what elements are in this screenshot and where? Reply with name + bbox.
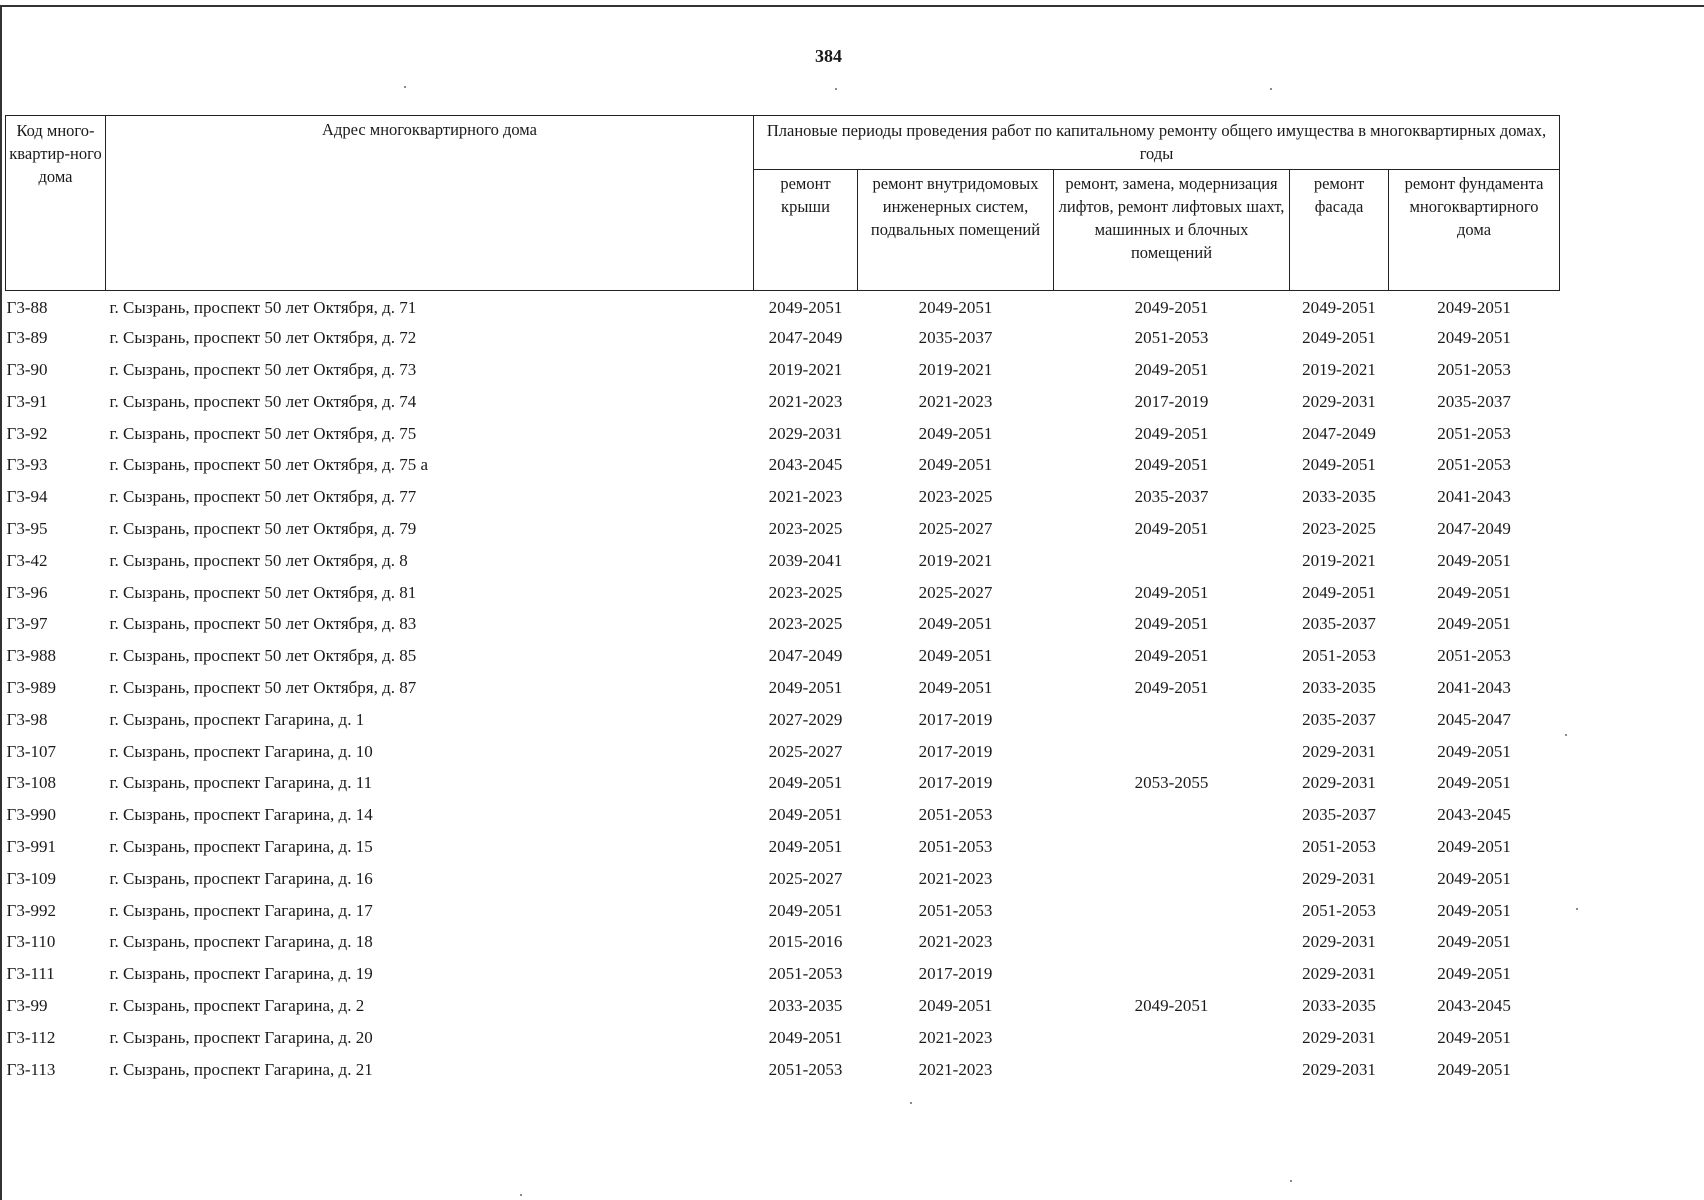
row-foundation: 2049-2051 xyxy=(1437,582,1511,602)
row-code: Г3-99 xyxy=(6,995,48,1015)
row-roof: 2021-2023 xyxy=(768,391,843,411)
row-foundation: 2035-2037 xyxy=(1437,391,1511,411)
row-engineering: 2021-2023 xyxy=(918,868,993,888)
row-address: г. Сызрань, проспект Гагарина, д. 10 xyxy=(109,741,373,761)
row-code: Г3-113 xyxy=(6,1059,56,1079)
row-roof: 2021-2023 xyxy=(768,487,843,507)
table-row xyxy=(6,926,1560,958)
row-elevators xyxy=(1054,704,1290,736)
row-foundation: 2049-2051 xyxy=(1437,900,1511,920)
row-engineering: 2049-2051 xyxy=(918,423,993,443)
header-address: Адрес многоквартирного дома xyxy=(106,116,754,291)
row-roof: 2047-2049 xyxy=(768,646,843,666)
table-row xyxy=(6,577,1560,609)
row-elevators xyxy=(1054,926,1290,958)
row-code: Г3-89 xyxy=(6,328,48,348)
row-engineering: 2021-2023 xyxy=(918,1059,993,1079)
row-roof: 2027-2029 xyxy=(768,709,843,729)
row-code: Г3-91 xyxy=(6,391,48,411)
row-foundation: 2047-2049 xyxy=(1437,518,1511,538)
row-facade: 2019-2021 xyxy=(1302,359,1376,379)
table-row xyxy=(6,291,1560,323)
row-elevators: 2049-2051 xyxy=(1134,423,1209,443)
row-code: Г3-988 xyxy=(6,646,56,666)
row-code: Г3-990 xyxy=(6,805,56,825)
table-row xyxy=(6,354,1560,386)
row-code: Г3-93 xyxy=(6,455,48,475)
table-row xyxy=(6,481,1560,513)
row-engineering: 2021-2023 xyxy=(918,391,993,411)
row-elevators: 2049-2051 xyxy=(1134,646,1209,666)
row-address: г. Сызрань, проспект 50 лет Октября, д. 74 xyxy=(109,391,417,411)
row-foundation: 2045-2047 xyxy=(1437,709,1511,729)
row-elevators xyxy=(1054,1022,1290,1054)
row-engineering: 2049-2051 xyxy=(918,646,993,666)
row-facade: 2051-2053 xyxy=(1302,836,1376,856)
row-foundation: 2051-2053 xyxy=(1437,455,1511,475)
row-code: Г3-992 xyxy=(6,900,56,920)
row-foundation: 2049-2051 xyxy=(1437,1059,1511,1079)
row-roof: 2049-2051 xyxy=(768,1027,843,1047)
page-number: 384 xyxy=(815,46,842,66)
header-code: Код много-квартир-ного дома xyxy=(6,116,106,291)
header-engineering: ремонт внутридомовых инженерных систем, подвальных помещений xyxy=(858,170,1054,291)
row-address: г. Сызрань, проспект Гагарина, д. 20 xyxy=(109,1027,373,1047)
row-elevators: 2049-2051 xyxy=(1134,677,1209,697)
header-elevators: ремонт, замена, модернизация лифтов, ремонт лифтовых шахт, машинных и блочных помещений xyxy=(1054,170,1290,291)
row-roof: 2051-2053 xyxy=(768,1059,843,1079)
row-elevators xyxy=(1054,895,1290,927)
row-roof: 2029-2031 xyxy=(768,423,843,443)
table-row xyxy=(6,386,1560,418)
row-facade: 2035-2037 xyxy=(1302,805,1376,825)
row-engineering: 2049-2051 xyxy=(918,455,993,475)
table-row xyxy=(6,799,1560,831)
row-foundation: 2049-2051 xyxy=(1437,614,1511,634)
table-row xyxy=(6,1022,1560,1054)
row-roof: 2047-2049 xyxy=(768,328,843,348)
row-roof: 2043-2045 xyxy=(768,455,843,475)
row-engineering: 2019-2021 xyxy=(918,550,993,570)
row-engineering: 2025-2027 xyxy=(918,518,993,538)
row-address: г. Сызрань, проспект 50 лет Октября, д. 73 xyxy=(109,359,417,379)
row-code: Г3-989 xyxy=(6,677,56,697)
table-row xyxy=(6,863,1560,895)
row-elevators: 2053-2055 xyxy=(1134,773,1209,793)
row-address: г. Сызрань, проспект 50 лет Октября, д. 85 xyxy=(109,646,417,666)
table-row xyxy=(6,704,1560,736)
row-roof: 2023-2025 xyxy=(768,582,843,602)
table-row xyxy=(6,767,1560,799)
header-roof: ремонт крыши xyxy=(754,170,858,291)
table-header xyxy=(6,116,1560,291)
row-code: Г3-96 xyxy=(6,582,48,602)
row-foundation: 2049-2051 xyxy=(1437,932,1511,952)
row-code: Г3-90 xyxy=(6,359,48,379)
row-engineering: 2017-2019 xyxy=(918,709,993,729)
row-foundation: 2049-2051 xyxy=(1437,868,1511,888)
row-facade: 2029-2031 xyxy=(1302,741,1376,761)
row-facade: 2047-2049 xyxy=(1302,423,1376,443)
table-row xyxy=(6,322,1560,354)
row-foundation: 2041-2043 xyxy=(1437,677,1511,697)
row-address: г. Сызрань, проспект 50 лет Октября, д. 87 xyxy=(109,677,417,697)
table-row xyxy=(6,831,1560,863)
row-elevators xyxy=(1054,736,1290,768)
row-foundation: 2051-2053 xyxy=(1437,646,1511,666)
row-elevators xyxy=(1054,831,1290,863)
row-engineering: 2049-2051 xyxy=(918,614,993,634)
row-foundation: 2049-2051 xyxy=(1437,741,1511,761)
row-facade: 2049-2051 xyxy=(1302,582,1376,602)
row-roof: 2049-2051 xyxy=(768,900,843,920)
row-engineering: 2017-2019 xyxy=(918,741,993,761)
row-foundation: 2049-2051 xyxy=(1437,328,1511,348)
table-row xyxy=(6,608,1560,640)
row-roof: 2019-2021 xyxy=(768,359,843,379)
row-elevators xyxy=(1054,1054,1290,1086)
row-code: Г3-108 xyxy=(6,773,56,793)
row-roof: 2049-2051 xyxy=(768,297,843,317)
row-elevators xyxy=(1054,958,1290,990)
row-elevators: 2049-2051 xyxy=(1134,359,1209,379)
row-address: г. Сызрань, проспект Гагарина, д. 11 xyxy=(109,773,373,793)
scan-speck xyxy=(404,86,406,88)
row-roof: 2039-2041 xyxy=(768,550,843,570)
row-elevators: 2049-2051 xyxy=(1134,995,1209,1015)
row-code: Г3-95 xyxy=(6,518,48,538)
row-address: г. Сызрань, проспект 50 лет Октября, д. 72 xyxy=(109,328,417,348)
row-foundation: 2043-2045 xyxy=(1437,805,1511,825)
row-elevators: 2035-2037 xyxy=(1134,487,1209,507)
row-engineering: 2021-2023 xyxy=(918,1027,993,1047)
scan-speck xyxy=(910,1102,912,1104)
table-row xyxy=(6,545,1560,577)
table-row xyxy=(6,640,1560,672)
row-facade: 2049-2051 xyxy=(1302,455,1376,475)
row-facade: 2033-2035 xyxy=(1302,677,1376,697)
row-address: г. Сызрань, проспект Гагарина, д. 15 xyxy=(109,836,373,856)
row-address: г. Сызрань, проспект Гагарина, д. 16 xyxy=(109,868,373,888)
table-row xyxy=(6,513,1560,545)
row-address: г. Сызрань, проспект Гагарина, д. 1 xyxy=(109,709,365,729)
page-frame-top xyxy=(0,5,1704,7)
row-facade: 2029-2031 xyxy=(1302,932,1376,952)
row-roof: 2025-2027 xyxy=(768,741,843,761)
row-facade: 2033-2035 xyxy=(1302,487,1376,507)
row-roof: 2015-2016 xyxy=(768,932,843,952)
header-periods: Плановые периоды проведения работ по капитальному ремонту общего имущества в многоквартирных домах, годы xyxy=(754,116,1560,170)
row-engineering: 2051-2053 xyxy=(918,836,993,856)
row-address: г. Сызрань, проспект 50 лет Октября, д. 83 xyxy=(109,614,417,634)
scan-speck xyxy=(1290,1180,1292,1182)
row-address: г. Сызрань, проспект 50 лет Октября, д. 75 а xyxy=(109,455,429,475)
scan-speck xyxy=(1565,734,1567,736)
table-body xyxy=(6,291,1560,1086)
table-row xyxy=(6,418,1560,450)
row-address: г. Сызрань, проспект Гагарина, д. 2 xyxy=(109,995,365,1015)
row-address: г. Сызрань, проспект Гагарина, д. 19 xyxy=(109,964,373,984)
row-roof: 2051-2053 xyxy=(768,964,843,984)
row-engineering: 2021-2023 xyxy=(918,932,993,952)
row-engineering: 2049-2051 xyxy=(918,995,993,1015)
row-roof: 2025-2027 xyxy=(768,868,843,888)
row-engineering: 2025-2027 xyxy=(918,582,993,602)
row-roof: 2049-2051 xyxy=(768,677,843,697)
row-code: Г3-92 xyxy=(6,423,48,443)
header-foundation: ремонт фундамента многоквартирного дома xyxy=(1389,170,1560,291)
row-facade: 2051-2053 xyxy=(1302,646,1376,666)
row-code: Г3-111 xyxy=(6,964,55,984)
row-facade: 2029-2031 xyxy=(1302,868,1376,888)
row-engineering: 2017-2019 xyxy=(918,964,993,984)
row-foundation: 2051-2053 xyxy=(1437,423,1511,443)
row-roof: 2049-2051 xyxy=(768,773,843,793)
row-elevators: 2017-2019 xyxy=(1134,391,1209,411)
row-engineering: 2019-2021 xyxy=(918,359,993,379)
row-address: г. Сызрань, проспект 50 лет Октября, д. 77 xyxy=(109,487,417,507)
row-facade: 2029-2031 xyxy=(1302,773,1376,793)
row-foundation: 2049-2051 xyxy=(1437,773,1511,793)
table-row xyxy=(6,990,1560,1022)
row-roof: 2049-2051 xyxy=(768,836,843,856)
row-facade: 2051-2053 xyxy=(1302,900,1376,920)
row-elevators: 2049-2051 xyxy=(1134,297,1209,317)
row-elevators xyxy=(1054,799,1290,831)
row-address: г. Сызрань, проспект 50 лет Октября, д. 75 xyxy=(109,423,417,443)
table-row xyxy=(6,672,1560,704)
row-facade: 2029-2031 xyxy=(1302,1059,1376,1079)
header-facade: ремонт фасада xyxy=(1290,170,1389,291)
row-code: Г3-88 xyxy=(6,297,48,317)
row-address: г. Сызрань, проспект Гагарина, д. 21 xyxy=(109,1059,373,1079)
row-facade: 2029-2031 xyxy=(1302,391,1376,411)
table-row xyxy=(6,449,1560,481)
row-facade: 2033-2035 xyxy=(1302,995,1376,1015)
row-facade: 2029-2031 xyxy=(1302,964,1376,984)
row-elevators xyxy=(1054,863,1290,895)
row-code: Г3-42 xyxy=(6,550,48,570)
row-engineering: 2023-2025 xyxy=(918,487,993,507)
row-engineering: 2017-2019 xyxy=(918,773,993,793)
row-engineering: 2049-2051 xyxy=(918,677,993,697)
row-elevators: 2051-2053 xyxy=(1134,328,1209,348)
row-foundation: 2049-2051 xyxy=(1437,550,1511,570)
row-code: Г3-98 xyxy=(6,709,48,729)
page-frame-left xyxy=(0,5,2,1200)
table-row xyxy=(6,958,1560,990)
repair-schedule-table xyxy=(5,115,1560,1085)
row-address: г. Сызрань, проспект Гагарина, д. 14 xyxy=(109,805,373,825)
row-facade: 2049-2051 xyxy=(1302,297,1376,317)
row-code: Г3-112 xyxy=(6,1027,56,1047)
scan-speck xyxy=(835,88,837,90)
scan-speck xyxy=(1270,88,1272,90)
row-roof: 2049-2051 xyxy=(768,805,843,825)
row-code: Г3-991 xyxy=(6,836,56,856)
row-engineering: 2051-2053 xyxy=(918,805,993,825)
row-address: г. Сызрань, проспект Гагарина, д. 18 xyxy=(109,932,373,952)
row-address: г. Сызрань, проспект 50 лет Октября, д. 79 xyxy=(109,518,417,538)
row-elevators: 2049-2051 xyxy=(1134,518,1209,538)
row-facade: 2049-2051 xyxy=(1302,328,1376,348)
row-elevators: 2049-2051 xyxy=(1134,455,1209,475)
row-facade: 2023-2025 xyxy=(1302,518,1376,538)
row-roof: 2033-2035 xyxy=(768,995,843,1015)
row-roof: 2023-2025 xyxy=(768,518,843,538)
row-engineering: 2035-2037 xyxy=(918,328,993,348)
row-foundation: 2049-2051 xyxy=(1437,1027,1511,1047)
row-facade: 2019-2021 xyxy=(1302,550,1376,570)
row-elevators: 2049-2051 xyxy=(1134,582,1209,602)
row-address: г. Сызрань, проспект 50 лет Октября, д. 8 xyxy=(109,550,408,570)
table-row xyxy=(6,1054,1560,1086)
row-foundation: 2049-2051 xyxy=(1437,964,1511,984)
row-address: г. Сызрань, проспект 50 лет Октября, д. 71 xyxy=(109,297,417,317)
row-foundation: 2049-2051 xyxy=(1437,836,1511,856)
row-address: г. Сызрань, проспект Гагарина, д. 17 xyxy=(109,900,373,920)
scan-speck xyxy=(1576,908,1578,910)
row-foundation: 2041-2043 xyxy=(1437,487,1511,507)
row-foundation: 2049-2051 xyxy=(1437,297,1511,317)
table-row xyxy=(6,736,1560,768)
row-code: Г3-109 xyxy=(6,868,56,888)
row-code: Г3-107 xyxy=(6,741,56,761)
row-foundation: 2051-2053 xyxy=(1437,359,1511,379)
row-elevators xyxy=(1054,545,1290,577)
row-facade: 2029-2031 xyxy=(1302,1027,1376,1047)
row-code: Г3-97 xyxy=(6,614,48,634)
row-roof: 2023-2025 xyxy=(768,614,843,634)
row-facade: 2035-2037 xyxy=(1302,614,1376,634)
row-facade: 2035-2037 xyxy=(1302,709,1376,729)
row-elevators: 2049-2051 xyxy=(1134,614,1209,634)
table-row xyxy=(6,895,1560,927)
row-address: г. Сызрань, проспект 50 лет Октября, д. 81 xyxy=(109,582,417,602)
scan-speck xyxy=(520,1194,522,1196)
row-engineering: 2051-2053 xyxy=(918,900,993,920)
row-code: Г3-94 xyxy=(6,487,48,507)
row-code: Г3-110 xyxy=(6,932,56,952)
row-foundation: 2043-2045 xyxy=(1437,995,1511,1015)
row-engineering: 2049-2051 xyxy=(918,297,993,317)
